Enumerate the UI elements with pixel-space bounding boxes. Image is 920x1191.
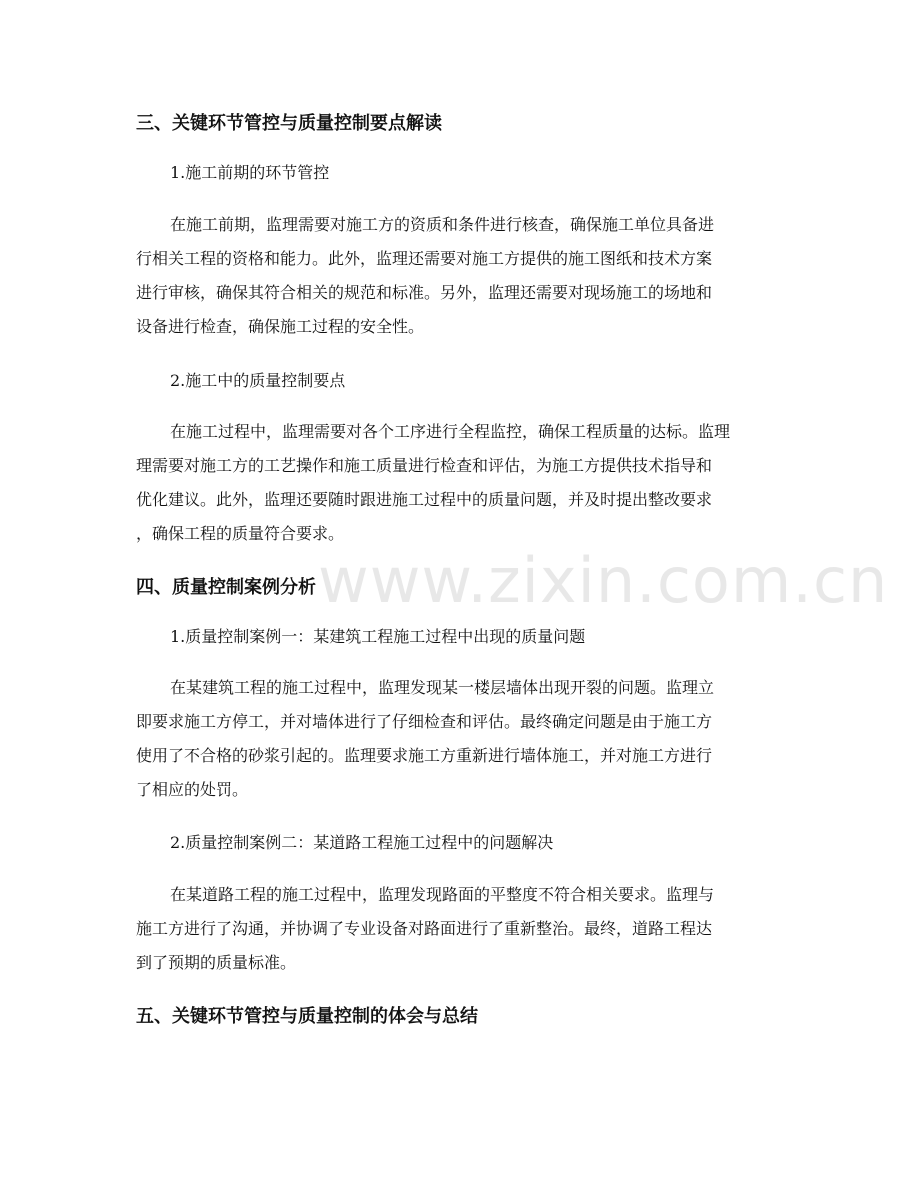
paragraph-line: 理需要对施工方的工艺操作和施工质量进行检查和评估，为施工方提供技术指导和 xyxy=(136,456,713,475)
paragraph-line: 了相应的处罚。 xyxy=(136,780,249,799)
paragraph-construction-quality xyxy=(136,415,790,551)
paragraph-line: 在施工过程中，监理需要对各个工序进行全程监控，确保工程质量的达标。监理 xyxy=(170,422,731,441)
paragraph-line: 在施工前期，监理需要对施工方的资质和条件进行核查，确保施工单位具备进 xyxy=(170,215,715,234)
watermark: www.zixin.com.cn xyxy=(318,544,889,617)
paragraph-line: 到了预期的质量标准。 xyxy=(136,953,297,972)
paragraph-line: ，确保工程的质量符合要求。 xyxy=(136,524,345,543)
paragraph-line: 施工方进行了沟通，并协调了专业设备对路面进行了重新整治。最终，道路工程达 xyxy=(136,919,713,938)
paragraph-line: 进行审核，确保其符合相关的规范和标准。另外，监理还需要对现场施工的场地和 xyxy=(136,283,713,302)
section-heading-3: 三、关键环节管控与质量控制要点解读 xyxy=(136,113,442,134)
paragraph-line: 优化建议。此外，监理还要随时跟进施工过程中的质量问题，并及时提出整改要求 xyxy=(136,490,713,509)
paragraph-line: 使用了不合格的砂浆引起的。监理要求施工方重新进行墙体施工，并对施工方进行 xyxy=(136,746,713,765)
subheading-case-one: 1.质量控制案例一：某建筑工程施工过程中出现的质量问题 xyxy=(170,627,586,646)
paragraph-line: 在某道路工程的施工过程中，监理发现路面的平整度不符合相关要求。监理与 xyxy=(170,885,715,904)
section-heading-5: 五、关键环节管控与质量控制的体会与总结 xyxy=(136,1006,478,1027)
paragraph-case-two xyxy=(136,878,790,980)
subheading-construction-quality: 2.施工中的质量控制要点 xyxy=(170,371,346,390)
subheading-case-two: 2.质量控制案例二：某道路工程施工过程中的问题解决 xyxy=(170,833,554,852)
paragraph-pre-construction xyxy=(136,208,790,344)
section-heading-4: 四、质量控制案例分析 xyxy=(136,577,316,598)
paragraph-case-one xyxy=(136,671,790,807)
paragraph-line: 即要求施工方停工，并对墙体进行了仔细检查和评估。最终确定问题是由于施工方 xyxy=(136,712,713,731)
subheading-pre-construction: 1.施工前期的环节管控 xyxy=(170,163,330,182)
paragraph-line: 在某建筑工程的施工过程中，监理发现某一楼层墙体出现开裂的问题。监理立 xyxy=(170,678,715,697)
paragraph-line: 行相关工程的资格和能力。此外，监理还需要对施工方提供的施工图纸和技术方案 xyxy=(136,249,713,268)
paragraph-line: 设备进行检查，确保施工过程的安全性。 xyxy=(136,317,425,336)
